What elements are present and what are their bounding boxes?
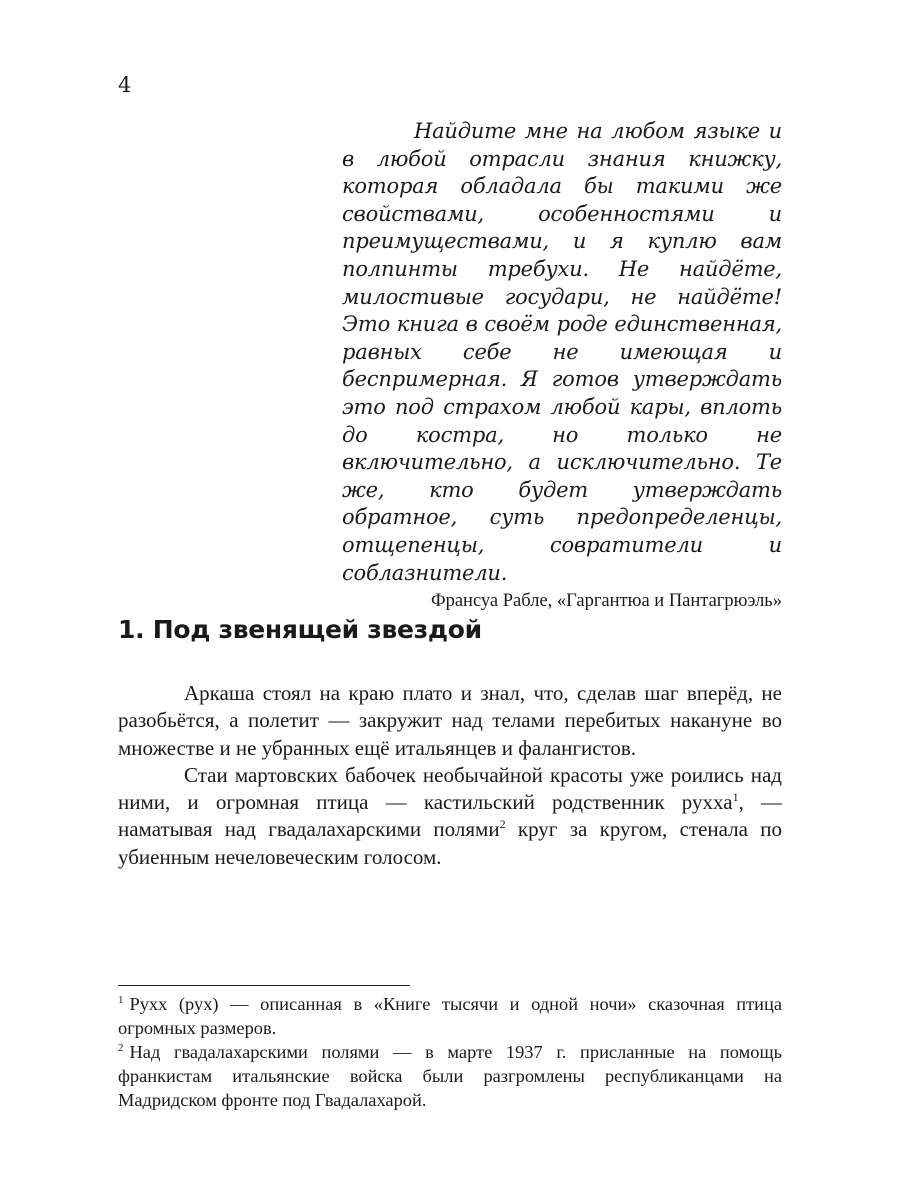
footnote-text: Над гвадалахарскими полями — в марте 1937 г. присланные на помощь франкистам итальянские войска были разгромлены республиканцами на Мадридском фронте под Гвадалахарой.	[118, 1042, 782, 1110]
body-text-segment: Стаи мартовских бабочек необычайной красоты уже роились над ними, и огромная птица — кастильский родственник рухха	[118, 762, 782, 815]
footnote-text: Рухх (рух) — описанная в «Книге тысячи и одной ночи» сказочная птица огромных размеров.	[118, 994, 782, 1038]
footnote-marker: 2	[118, 1042, 124, 1054]
footnotes	[118, 992, 782, 1112]
body-paragraph: Аркаша стоял на краю плато и знал, что, сделав шаг вперёд, не разобьётся, а полетит — закружит над телами перебитых накануне во множестве и не убранных ещё итальянцев и фалангистов.	[118, 681, 782, 760]
footnote-reference[interactable]: 2	[499, 817, 506, 832]
epigraph-text: Найдите мне на любом языке и в любой отрасли знания книжку, которая обладала бы такими же свойствами, особенностями и преимуществами, и я куплю вам полпинты требухи. Не найдёте, милостивые государи, не найдёте! Это книга в своём роде единственная, равных себе не имеющая и беспримерная. Я готов утверждать это под страхом любой кары, вплоть до костра, но только не включительно, а исключительно. Те же, кто будет утверждать обратное, суть предопределенцы, отщепенцы, совратители и соблазнители.	[342, 119, 782, 585]
footnote	[118, 1040, 782, 1112]
footnote	[118, 992, 782, 1040]
footnote-reference[interactable]: 1	[732, 790, 739, 805]
chapter-body	[118, 680, 782, 871]
body-text-segment: круг за кругом, стенала по убиенным нечеловеческим голосом.	[118, 817, 782, 869]
footnote-divider	[118, 985, 410, 986]
body-paragraph	[118, 762, 782, 871]
footnote-marker: 1	[118, 994, 124, 1006]
epigraph-attribution: Франсуа Рабле, «Гаргантюа и Пантагрюэль»	[430, 591, 782, 612]
body-text-segment: , — наматывая над гвадалахарскими полями	[118, 790, 782, 842]
epigraph	[342, 118, 782, 613]
chapter-title: 1. Под звенящей звездой	[118, 615, 482, 644]
page-number: 4	[118, 73, 132, 97]
